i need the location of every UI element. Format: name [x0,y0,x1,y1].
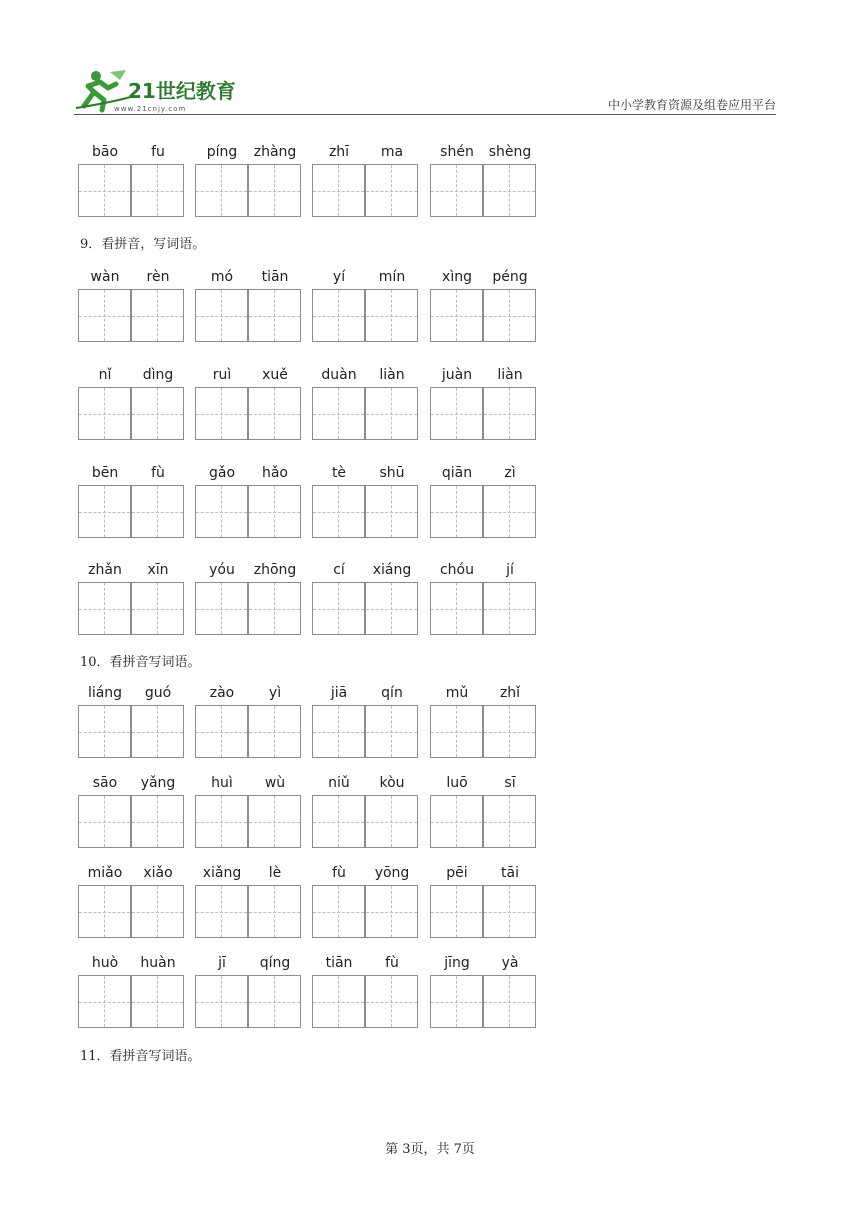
pinyin-label: péng [492,269,528,285]
pinyin-label: bāo [91,144,119,160]
tianzige-writing-cell[interactable] [483,885,536,938]
pinyin-label: yǎng [140,775,176,791]
pinyin-label: lè [268,865,282,881]
tianzige-writing-cell[interactable] [248,164,301,217]
pinyin-label: liàn [379,367,405,383]
pinyin-label: zì [504,465,516,481]
tianzige-writing-cell[interactable] [365,795,418,848]
tianzige-writing-cell[interactable] [248,795,301,848]
tianzige-writing-cell[interactable] [430,795,483,848]
tianzige-writing-cell[interactable] [248,975,301,1028]
pinyin-label: fù [385,955,399,971]
pinyin-label: juàn [441,367,473,383]
tianzige-writing-cell[interactable] [430,582,483,635]
pinyin-label: tiān [261,269,289,285]
tianzige-writing-cell[interactable] [78,705,131,758]
pinyin-label: mǔ [445,685,469,701]
pinyin-label: tiān [325,955,353,971]
pinyin-label: huàn [140,955,176,971]
tianzige-writing-cell[interactable] [195,485,248,538]
pinyin-label: rèn [146,269,170,285]
tianzige-writing-cell[interactable] [430,485,483,538]
pinyin-label: shén [440,144,474,160]
pinyin-label: yì [268,685,282,701]
tianzige-writing-cell[interactable] [131,485,184,538]
pinyin-label: shèng [488,144,532,160]
pinyin-label: kòu [379,775,405,791]
pinyin-label: cí [333,562,345,578]
pinyin-label: xìng [442,269,472,285]
tianzige-writing-cell[interactable] [248,485,301,538]
pinyin-label: miǎo [87,865,123,881]
tianzige-writing-cell[interactable] [131,885,184,938]
tianzige-writing-cell[interactable] [248,582,301,635]
pinyin-label: shū [379,465,405,481]
tianzige-writing-cell[interactable] [365,387,418,440]
pinyin-label: fu [151,144,165,160]
tianzige-writing-cell[interactable] [312,705,365,758]
pinyin-label: fù [332,865,346,881]
tianzige-writing-cell[interactable] [365,289,418,342]
tianzige-writing-cell[interactable] [78,975,131,1028]
pinyin-label: niǔ [328,775,350,791]
tianzige-writing-cell[interactable] [78,795,131,848]
tianzige-writing-cell[interactable] [195,795,248,848]
tianzige-writing-cell[interactable] [312,164,365,217]
pinyin-label: xiǎo [143,865,173,881]
page-number: 第 3页，共 7页 [385,1142,475,1157]
pinyin-label: mín [378,269,406,285]
tianzige-writing-cell[interactable] [195,975,248,1028]
page-header [74,66,776,114]
pinyin-label: qín [381,685,403,701]
tianzige-writing-cell[interactable] [312,582,365,635]
pinyin-label: pēi [446,865,468,881]
header-platform-text: 中小学教育资源及组卷应用平台 [607,98,776,112]
tianzige-writing-cell[interactable] [78,289,131,342]
tianzige-writing-cell[interactable] [195,582,248,635]
tianzige-writing-cell[interactable] [131,582,184,635]
tianzige-writing-cell[interactable] [365,582,418,635]
pinyin-label: huì [211,775,233,791]
pinyin-label: qíng [259,955,291,971]
pinyin-label: guó [144,685,172,701]
tianzige-writing-cell[interactable] [365,885,418,938]
21cnjy-logo [74,66,254,114]
tianzige-writing-cell[interactable] [78,582,131,635]
pinyin-label: tāi [501,865,519,881]
pinyin-label: liàn [497,367,523,383]
pinyin-label: hǎo [261,465,289,481]
pinyin-label: gǎo [208,465,236,481]
tianzige-writing-cell[interactable] [312,885,365,938]
pinyin-label: wàn [90,269,120,285]
tianzige-writing-cell[interactable] [430,975,483,1028]
tianzige-writing-cell[interactable] [430,387,483,440]
pinyin-label: xuě [262,367,288,383]
header-divider [74,114,776,115]
tianzige-writing-cell[interactable] [78,164,131,217]
tianzige-writing-cell[interactable] [248,705,301,758]
pinyin-label: zhàng [253,144,297,160]
tianzige-writing-cell[interactable] [483,582,536,635]
pinyin-label: sī [504,775,516,791]
tianzige-writing-cell[interactable] [483,705,536,758]
pinyin-label: jí [506,562,514,578]
pinyin-label: fù [151,465,165,481]
pinyin-label: jīng [444,955,470,971]
pinyin-label: yí [332,269,346,285]
logo-text: 21世纪教育 [128,79,236,103]
tianzige-writing-cell[interactable] [131,387,184,440]
pinyin-label: nǐ [98,367,112,383]
tianzige-writing-cell[interactable] [365,164,418,217]
pinyin-label: yà [501,955,519,971]
tianzige-writing-cell[interactable] [312,387,365,440]
pinyin-label: xīn [147,562,169,578]
pinyin-label: dìng [142,367,174,383]
tianzige-writing-cell[interactable] [195,705,248,758]
tianzige-writing-cell[interactable] [131,289,184,342]
pinyin-label: ruì [212,367,232,383]
pinyin-label: huò [91,955,119,971]
pinyin-label: duàn [321,367,357,383]
pinyin-label: xiáng [372,562,412,578]
tianzige-writing-cell[interactable] [483,164,536,217]
pinyin-label: ma [380,144,404,160]
question-title: 9．看拼音，写词语。 [80,237,206,252]
tianzige-writing-cell[interactable] [131,164,184,217]
tianzige-writing-cell[interactable] [78,387,131,440]
question-title: 11．看拼音写词语。 [80,1049,201,1064]
pinyin-label: zhī [328,144,350,160]
tianzige-writing-cell[interactable] [248,387,301,440]
tianzige-writing-cell[interactable] [365,975,418,1028]
tianzige-writing-cell[interactable] [365,705,418,758]
pinyin-label: qiān [441,465,473,481]
tianzige-writing-cell[interactable] [312,795,365,848]
tianzige-writing-cell[interactable] [131,975,184,1028]
pinyin-label: wù [264,775,286,791]
tianzige-writing-cell[interactable] [195,885,248,938]
pinyin-label: luō [446,775,468,791]
tianzige-writing-cell[interactable] [78,885,131,938]
tianzige-writing-cell[interactable] [248,885,301,938]
pinyin-label: yōng [374,865,410,881]
tianzige-writing-cell[interactable] [131,705,184,758]
tianzige-writing-cell[interactable] [483,485,536,538]
pinyin-label: píng [206,144,238,160]
pinyin-label: sāo [92,775,118,791]
tianzige-writing-cell[interactable] [430,289,483,342]
tianzige-writing-cell[interactable] [483,387,536,440]
tianzige-writing-cell[interactable] [131,795,184,848]
tianzige-writing-cell[interactable] [483,795,536,848]
tianzige-writing-cell[interactable] [483,289,536,342]
pinyin-label: jiā [330,685,348,701]
tianzige-writing-cell[interactable] [78,485,131,538]
pinyin-label: zào [209,685,235,701]
tianzige-writing-cell[interactable] [195,387,248,440]
tianzige-writing-cell[interactable] [248,289,301,342]
tianzige-writing-cell[interactable] [195,289,248,342]
pinyin-label: liáng [87,685,123,701]
tianzige-writing-cell[interactable] [312,289,365,342]
tianzige-writing-cell[interactable] [365,485,418,538]
tianzige-writing-cell[interactable] [312,485,365,538]
pinyin-label: chóu [439,562,474,578]
tianzige-writing-cell[interactable] [430,885,483,938]
tianzige-writing-cell[interactable] [430,164,483,217]
pinyin-label: zhōng [253,562,297,578]
tianzige-writing-cell[interactable] [430,705,483,758]
tianzige-writing-cell[interactable] [195,164,248,217]
pinyin-label: yóu [209,562,235,578]
pinyin-label: tè [331,465,347,481]
pinyin-label: bēn [91,465,119,481]
tianzige-writing-cell[interactable] [483,975,536,1028]
pinyin-label: jī [218,955,226,971]
pinyin-label: zhǐ [499,685,521,701]
logo-subtext: www.21cnjy.com [114,105,187,113]
pinyin-label: mó [210,269,234,285]
tianzige-writing-cell[interactable] [312,975,365,1028]
pinyin-label: xiǎng [202,865,242,881]
pinyin-label: zhǎn [88,562,122,578]
question-title: 10．看拼音写词语。 [80,655,201,670]
